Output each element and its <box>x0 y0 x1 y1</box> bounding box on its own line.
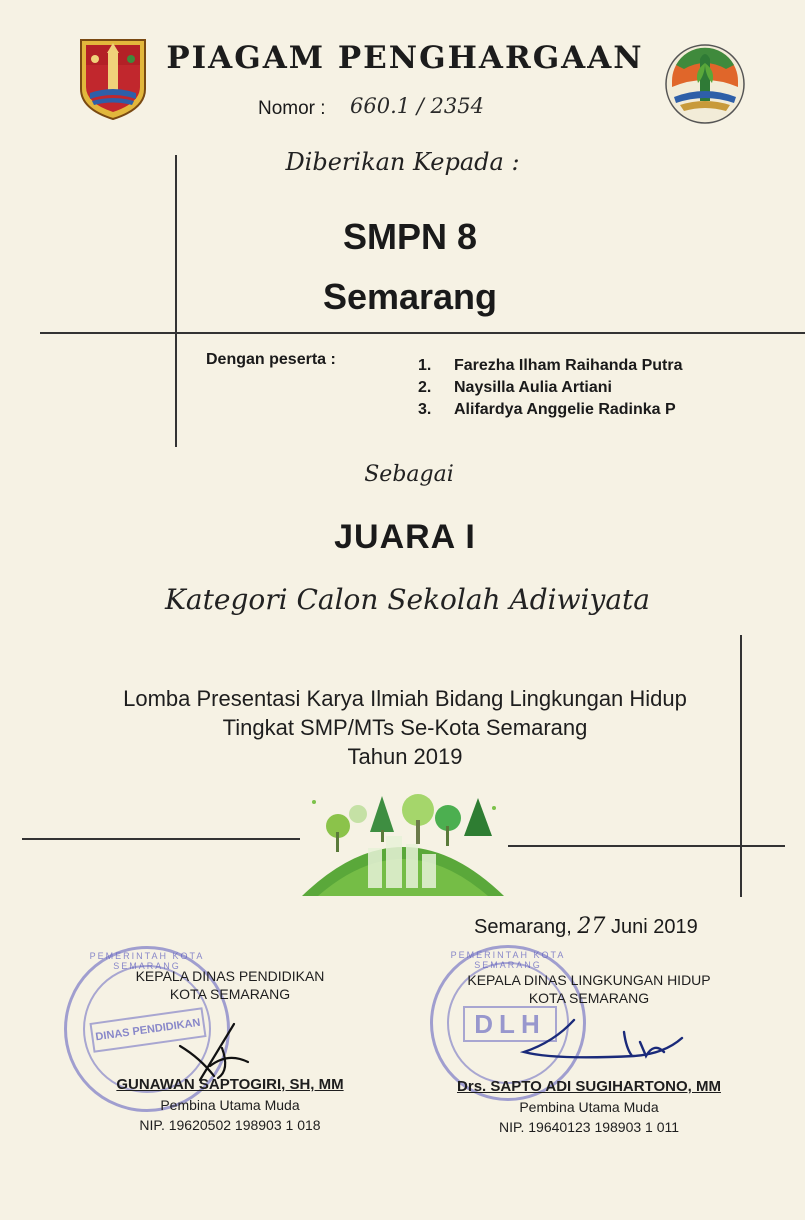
signature-right <box>514 1012 694 1072</box>
signature-left <box>170 1018 260 1084</box>
signatory-right-title1: KEPALA DINAS LINGKUNGAN HIDUP <box>467 972 711 988</box>
list-item: 1. Farezha Ilham Raihanda Putra <box>418 357 683 374</box>
award-category: Kategori Calon Sekolah Adiwiyata <box>165 583 650 616</box>
school-name-line2: Semarang <box>322 276 498 317</box>
given-to-label: Diberikan Kepada : <box>285 148 520 176</box>
environment-ministry-logo-icon <box>664 43 746 125</box>
signatory-left-nip: NIP. 19620502 198903 1 018 <box>139 1117 321 1133</box>
issue-date: Semarang, 27 Juni 2019 <box>474 914 698 939</box>
school-name-line1: SMPN 8 <box>342 216 478 257</box>
signatory-left-title1: KEPALA DINAS PENDIDIKAN <box>135 968 325 984</box>
stamp-dlh: DLH PEMERINTAH KOTA SEMARANG <box>430 945 586 1101</box>
green-earth-illustration <box>298 788 508 898</box>
participants-list <box>418 355 683 421</box>
certificate-title: PIAGAM PENGHARGAAN <box>166 40 644 76</box>
signatory-left-rank: Pembina Utama Muda <box>160 1097 300 1113</box>
semarang-city-emblem-icon <box>78 37 148 121</box>
event-line1: Lomba Presentasi Karya Ilmiah Bidang Lingkungan Hidup <box>123 686 687 711</box>
signatory-right <box>436 972 742 1006</box>
signatory-right-nip: NIP. 19640123 198903 1 011 <box>498 1119 680 1135</box>
nomor-label: Nomor : <box>258 98 326 119</box>
stamp-dinas-pendidikan: DINAS PENDIDIKAN PEMERINTAH KOTA SEMARANG <box>64 946 230 1112</box>
signatory-right-rank: Pembina Utama Muda <box>519 1099 659 1115</box>
event-line2: Tingkat SMP/MTs Se-Kota Semarang <box>222 715 588 740</box>
frame-line-horizontal-right <box>508 845 785 847</box>
nomor-value: 660.1 / 2354 <box>350 94 484 118</box>
signatory-left <box>80 968 380 1002</box>
event-line3: Tahun 2019 <box>347 744 463 769</box>
signatory-right-title2: KOTA SEMARANG <box>528 990 650 1006</box>
signatory-left-name: GUNAWAN SAPTOGIRI, SH, MM <box>116 1076 344 1093</box>
list-item: 3. Alifardya Anggelie Radinka P <box>418 401 676 418</box>
event-description <box>0 684 805 771</box>
award-as-label: Sebagai <box>364 462 454 487</box>
participants-label: Dengan peserta : <box>206 351 336 368</box>
frame-line-horizontal-left <box>22 838 300 840</box>
list-item: 2. Naysilla Aulia Artiani <box>418 379 612 396</box>
signatory-right-name: Drs. SAPTO ADI SUGIHARTONO, MM <box>457 1078 721 1095</box>
frame-line-horizontal-top <box>40 332 805 334</box>
award-rank: JUARA I <box>334 518 476 556</box>
signatory-left-title2: KOTA SEMARANG <box>169 986 291 1002</box>
